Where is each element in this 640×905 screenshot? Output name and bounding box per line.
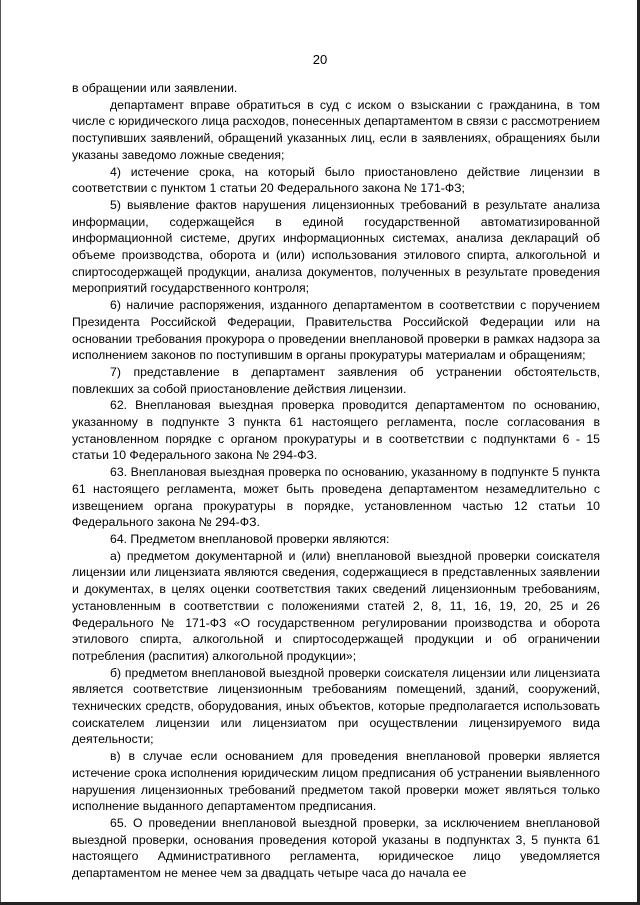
paragraph-65: 65. О проведении внеплановой выездной проверки, за исключением внеплановой выездной проверки, основания проведения которой указаны в подпунктах 3, 5 пункта 61 настоящего Административного регламента, юридическое лицо уведомляется департаментом не менее чем за двадцать четыре часа до начала ее (72, 815, 600, 881)
paragraph-court-claim: департамент вправе обратиться в суд с иском о взыскании с гражданина, в том числе с юридического лица расходов, понесенных департаментом в связи с рассмотрением поступивших заявлений, обращений указанных лиц, если в заявлениях, обращениях были указаны заведомо ложные сведения; (72, 97, 600, 162)
paragraph-64-a: а) предметом документарной и (или) внеплановой выездной проверки соискателя лицензии или лицензиата являются сведения, содержащиеся в представленных заявлении и документах, в целях оценки соответствия таких сведений лицензионным требованиям, установленным в соответствии с положениями статей 2, 8, 11, 16, 19, 20, 25 и 26 Федерального № 171-ФЗ «О государственном регулировании производства и оборота этилового спирта, алкогольной и спиртосодержащей продукции и об ограничении потребления (распития) алкогольной продукции»; (72, 548, 600, 663)
paragraph-64-v: в) в случае если основанием для проведения внеплановой проверки является истечение срока исполнения юридическим лицом предписания об устранении выявленного нарушения лицензионных требований предметом такой проверки может являться только исполнение выданного департаментом предписания. (72, 749, 600, 814)
paragraph-item-6: 6) наличие распоряжения, изданного департаментом в соответствии с поручением Президента Российской Федерации, Правительства Российской Федерации или на основании требования прокурора о проведении внеплановой проверки в рамках надзора за исполнением законов по поступившим в органы прокуратуры материалам и обращениям; (72, 298, 600, 363)
paragraph-63: 63. Внеплановая выездная проверка по основанию, указанному в подпункте 5 пункта 61 настоящего регламента, может быть проведена департаментом незамедлительно с извещением органа прокуратуры в порядке, установленном частью 12 статьи 10 Федерального закона № 294-ФЗ. (72, 465, 600, 530)
paragraph-64-b: б) предметом внеплановой выездной проверки соискателя лицензии или лицензиата является соответствие лицензионным требованиям помещений, зданий, сооружений, технических средств, оборудования, иных объектов, которые предполагается использовать соискателем лицензии или лицензиатом при осуществлении лицензируемого вида деятельности; (72, 665, 600, 747)
paragraph-item-7: 7) представление в департамент заявления об устранении обстоятельств, повлекших за собой приостановление действия лицензии. (72, 364, 600, 396)
paragraph-item-4: 4) истечение срока, на который было приостановлено действие лицензии в соответствии с пунктом 1 статьи 20 Федерального закона № 171-ФЗ; (72, 164, 600, 196)
page-number: 20 (312, 52, 328, 67)
paragraph-64: 64. Предметом внеплановой проверки являются: (110, 531, 390, 546)
scan-edge-left (0, 0, 1, 905)
document-body (72, 80, 600, 882)
paragraph-continuation: в обращении или заявлении. (72, 81, 238, 95)
paragraph-item-5: 5) выявление фактов нарушения лицензионных требований в результате анализа информации, содержащейся в единой государственной автоматизированной информационной системе, других информационных системах, анализа деклараций об объеме производства, оборота и (или) использования этилового спирта, алкогольной и спиртосодержащей продукции, анализа документов, полученных в результате проведения мероприятий государственного контроля; (72, 197, 600, 296)
paragraph-62: 62. Внеплановая выездная проверка проводится департаментом по основанию, указанному в подпункте 3 пункта 61 настоящего регламента, после согласования в установленном порядке с органом прокуратуры и в соответствии с подпунктами 6 - 15 статьи 10 Федерального закона № 294-ФЗ. (72, 398, 600, 463)
